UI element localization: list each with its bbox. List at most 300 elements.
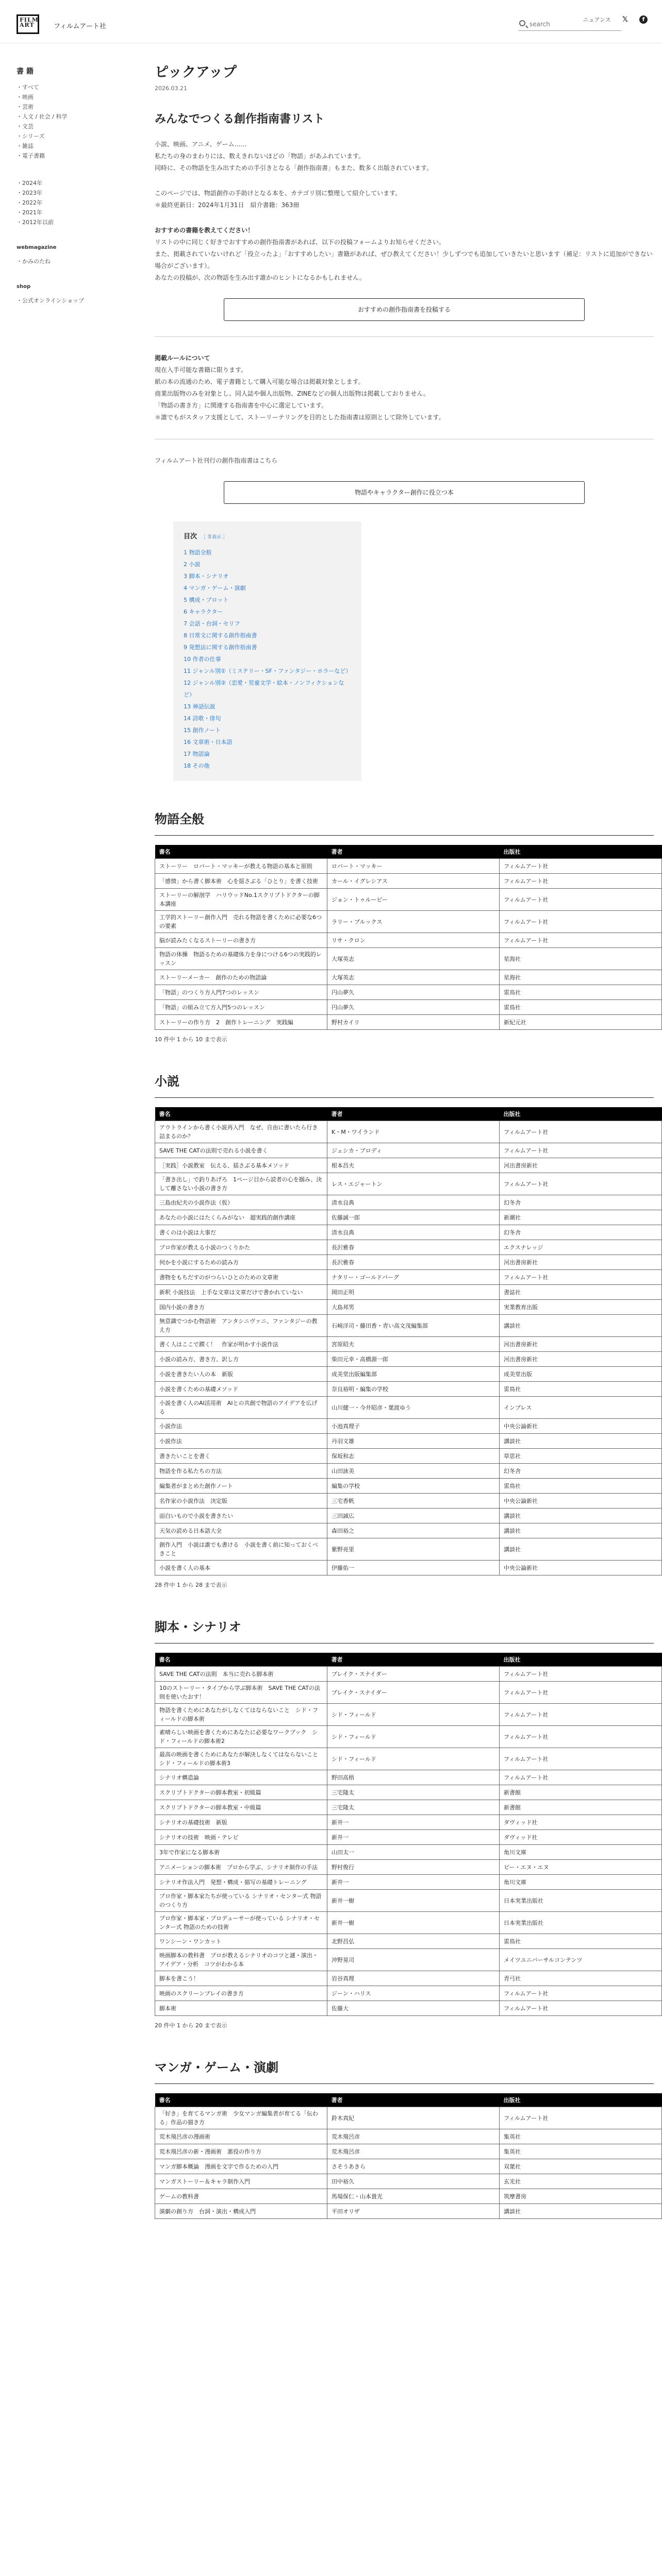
publisher-cell: 星海社 xyxy=(500,970,662,985)
related-link-text: フィルムアート社刊行の創作指南書はこちら xyxy=(155,457,278,464)
publisher-cell: 角川文庫 xyxy=(500,1845,662,1860)
column-header[interactable]: 著者 xyxy=(327,2093,500,2107)
intro-line: このページでは、物語創作の手助けとなる本を、カテゴリ別に整理して紹介しています。 xyxy=(155,190,402,197)
publisher-cell: フィルムアート社 xyxy=(500,1704,662,1726)
table-row xyxy=(155,985,662,1000)
books-heading: 書 籍 xyxy=(16,67,34,76)
author-cell: 石崎洋司・藤田香・青い高文茂編集部 xyxy=(327,1315,500,1337)
table-row xyxy=(155,1352,662,1367)
book-title-cell: 名作家の小説作法 決定版 xyxy=(155,1494,327,1509)
toc-item[interactable]: 4 マンガ・ゲーム・演劇 xyxy=(184,585,246,591)
table-row xyxy=(155,1785,662,1800)
publisher-cell: エクスナレッジ xyxy=(500,1240,662,1255)
author-cell: 佐藤誠一郎 xyxy=(327,1210,500,1225)
publisher-cell: フィルムアート社 xyxy=(500,874,662,889)
table-row xyxy=(155,1986,662,2001)
publisher-cell: フィルムアート社 xyxy=(500,1682,662,1704)
column-header[interactable]: 出版社 xyxy=(500,1107,662,1121)
book-title-cell: 10のストーリー・タイプから学ぶ脚本術 SAVE THE CATの法則を使いたおす！ xyxy=(155,1682,327,1704)
table-header-row xyxy=(155,845,662,859)
table-row xyxy=(155,874,662,889)
main-content xyxy=(155,15,662,2219)
toc-item[interactable]: 1 物語全般 xyxy=(184,549,212,556)
column-header[interactable]: 著者 xyxy=(327,845,500,859)
category-item[interactable]: ・すべて xyxy=(16,84,39,91)
table-row xyxy=(155,1845,662,1860)
recommend-submit-button[interactable]: おすすめの創作指南書を投稿する xyxy=(224,298,585,321)
author-cell: 佐藤大 xyxy=(327,2001,500,2016)
update-info: ＊最終更新日：2024年1月31日 紹介書籍：363冊 xyxy=(155,201,300,209)
related-books-button[interactable]: 物語やキャラクター創作に役立つ本 xyxy=(224,481,585,504)
publisher-cell: 新書館 xyxy=(500,1785,662,1800)
table-row xyxy=(155,1158,662,1173)
book-title-cell: SAVE THE CATの法則 本当に売れる脚本術 xyxy=(155,1667,327,1682)
table-row xyxy=(155,1143,662,1158)
category-item[interactable]: ・シリーズ xyxy=(16,133,45,140)
table-row xyxy=(155,1195,662,1210)
book-title-cell: 書くのは小説は大事だ xyxy=(155,1225,327,1240)
publisher-cell: 講談社 xyxy=(500,1315,662,1337)
book-title-cell: 素晴らしい映画を書くためにあなたに必要なワークブック シド・フィールドの脚本術2 xyxy=(155,1726,327,1748)
table-row xyxy=(155,2174,662,2189)
toc-toggle[interactable]: ［ 非表示 ］ xyxy=(201,535,227,540)
section-title: ピックアップ xyxy=(155,64,237,80)
toc-item[interactable]: 2 小説 xyxy=(184,561,201,568)
toc-item[interactable]: 5 構成・プロット xyxy=(184,597,229,603)
book-title-cell: SAVE THE CATの法則で売れる小説を書く xyxy=(155,1143,327,1158)
table-row xyxy=(155,1934,662,1949)
category-item[interactable]: ・人文 / 社会 / 科学 xyxy=(16,113,68,120)
author-cell: 北野昌弘 xyxy=(327,1934,500,1949)
category-list xyxy=(16,82,99,161)
book-title-cell: 小説を書く人の基本 xyxy=(155,1561,327,1575)
book-title-cell: 小説を書くための基礎メソッド xyxy=(155,1382,327,1397)
nuance-link[interactable]: ニュアンス xyxy=(583,16,611,23)
publisher-cell: 新書館 xyxy=(500,1800,662,1815)
table-row xyxy=(155,1523,662,1538)
category-item[interactable]: ・映画 xyxy=(16,94,34,100)
site-header xyxy=(0,0,662,43)
author-cell: 新井一樹 xyxy=(327,1912,500,1934)
publisher-cell: 中央公論新社 xyxy=(500,1561,662,1575)
author-cell: ナタリー・ゴールドバーグ xyxy=(327,1270,500,1285)
author-cell: さそうあきら xyxy=(327,2159,500,2174)
book-title-cell: 国内小説の書き方 xyxy=(155,1300,327,1315)
author-cell: 長沢雅春 xyxy=(327,1255,500,1270)
webmagazine-heading: webmagazine xyxy=(16,245,57,250)
author-cell: 保坂和志 xyxy=(327,1449,500,1464)
book-title-cell: シナリオの基礎技術 新版 xyxy=(155,1815,327,1830)
author-cell: 伊藤佑一 xyxy=(327,1561,500,1575)
book-title-cell: ［実践］小説教室 伝える、揺さぶる基本メソッド xyxy=(155,1158,327,1173)
toc-item[interactable]: 14 詩歌・俳句 xyxy=(184,715,221,722)
publisher-cell: 河出書房新社 xyxy=(500,1158,662,1173)
year-list xyxy=(16,178,99,227)
publisher-cell: 河出書房新社 xyxy=(500,1352,662,1367)
toc-item[interactable]: 7 会話・台詞・セリフ xyxy=(184,620,240,627)
author-cell: 野田高梧 xyxy=(327,1770,500,1785)
rules-heading: 掲載ルールについて xyxy=(155,354,210,362)
publisher-cell: 雷鳥社 xyxy=(500,1382,662,1397)
toc-item[interactable]: 18 その他 xyxy=(184,762,210,769)
author-cell: 田中裕久 xyxy=(327,2174,500,2189)
publisher-cell: 雷鳥社 xyxy=(500,1479,662,1494)
book-title-cell: 荒木飛呂彦の漫画術 xyxy=(155,2129,327,2144)
table-of-contents xyxy=(173,521,361,781)
table-row xyxy=(155,1382,662,1397)
publisher-cell: 河出書房新社 xyxy=(500,1255,662,1270)
toc-item[interactable]: 17 物語論 xyxy=(184,751,210,757)
table-header-row xyxy=(155,1653,662,1667)
book-table xyxy=(155,2093,662,2219)
category-heading: 小説 xyxy=(155,1071,654,1098)
table-row xyxy=(155,1890,662,1912)
book-title-cell: マンガ脚本概論 漫画を文字で作るための入門 xyxy=(155,2159,327,2174)
table-row xyxy=(155,2159,662,2174)
book-title-cell: 脳が読みたくなるストーリーの書き方 xyxy=(155,933,327,948)
book-title-cell: 脚本を書こう！ xyxy=(155,1971,327,1986)
column-header[interactable]: 出版社 xyxy=(500,2093,662,2107)
author-cell: 三田誠広 xyxy=(327,1509,500,1523)
toc-item[interactable]: 12 ジャンル別②（恋愛・児童文学・絵本・ノンフィクションなど） xyxy=(184,680,344,698)
author-cell: 平田オリザ xyxy=(327,2204,500,2219)
book-title-cell: マンガストーリー＆キャラ制作入門 xyxy=(155,2174,327,2189)
publisher-cell: 雷鳥社 xyxy=(500,1934,662,1949)
intro-line: 私たちの身のまわりには、数えきれないほどの「物語」があふれています。 xyxy=(155,152,365,160)
book-title-cell: 新釈 小説技法 上手な文章は文章だけで書かれていない xyxy=(155,1285,327,1300)
table-row xyxy=(155,1434,662,1449)
author-cell: 森田裕之 xyxy=(327,1523,500,1538)
book-title-cell: 荒木飛呂彦の新・漫画術 悪役の作り方 xyxy=(155,2144,327,2159)
x-icon[interactable]: 𝕏 xyxy=(622,15,628,24)
book-title-cell: 小説作法 xyxy=(155,1419,327,1434)
publisher-cell: 集英社 xyxy=(500,2144,662,2159)
book-title-cell: 書物をもちだすのがつらいひとのための文章術 xyxy=(155,1270,327,1285)
book-title-cell: あなたの小説にはたくらみがない 超実践的創作講座 xyxy=(155,1210,327,1225)
author-cell: 岩谷真理 xyxy=(327,1971,500,1986)
publisher-cell: 幻冬舎 xyxy=(500,1195,662,1210)
toc-item[interactable]: 8 日常文に関する創作指南書 xyxy=(184,632,257,639)
table-row xyxy=(155,1971,662,1986)
shop-list xyxy=(16,296,99,306)
table-row xyxy=(155,1770,662,1785)
category-heading: マンガ・ゲーム・演劇 xyxy=(155,2057,654,2084)
book-title-cell: 小説作法 xyxy=(155,1434,327,1449)
toc-item[interactable]: 6 キャラクター xyxy=(184,608,223,615)
book-title-cell: 工学的ストーリー創作入門 売れる物語を書くために必要な6つの要素 xyxy=(155,911,327,933)
book-title-cell: アウトラインから書く小説再入門 なぜ、自由に書いたら行き詰まるのか？ xyxy=(155,1121,327,1143)
table-row xyxy=(155,1270,662,1285)
table-row xyxy=(155,1419,662,1434)
book-title-cell: 演劇の創り方 台詞・演出・構成入門 xyxy=(155,2204,327,2219)
column-header[interactable]: 著者 xyxy=(327,1107,500,1121)
category-heading: 脚本・シナリオ xyxy=(155,1617,654,1643)
recommend-line: リストの中に同じく好きでおすすめの創作指南書があれば、以下の投稿フォームよりお知らせください。 xyxy=(155,239,445,246)
publisher-cell: フィルムアート社 xyxy=(500,933,662,948)
table-row xyxy=(155,2144,662,2159)
publisher-cell: 雷鳥社 xyxy=(500,985,662,1000)
site-logo[interactable]: FILM ART xyxy=(16,14,39,34)
book-title-cell: スクリプトドクターの脚本教室・初級篇 xyxy=(155,1785,327,1800)
table-count: 20 件中 1 から 20 まで表示 xyxy=(155,2022,227,2029)
publisher-cell: インプレス xyxy=(500,1397,662,1419)
book-table xyxy=(155,1107,662,1575)
publisher-cell: 集英社 xyxy=(500,2129,662,2144)
table-header-row xyxy=(155,1107,662,1121)
divider xyxy=(155,336,654,337)
publisher-cell: 新潮社 xyxy=(500,1210,662,1225)
shop-item[interactable]: ・公式オンラインショップ xyxy=(16,297,85,304)
article-title: みんなでつくる創作指南書リスト xyxy=(155,113,325,126)
table-count: 10 件中 1 から 10 まで表示 xyxy=(155,1036,227,1043)
table-row xyxy=(155,2107,662,2129)
publisher-cell: フィルムアート社 xyxy=(500,1121,662,1143)
table-row xyxy=(155,933,662,948)
book-title-cell: シナリオの技術 映画・テレビ xyxy=(155,1830,327,1845)
author-cell: 鈴木真紀 xyxy=(327,2107,500,2129)
book-title-cell: 「書き出し」で釣りあげろ 1ページ目から読者の心を掴み、決して離さない小説の書き方 xyxy=(155,1173,327,1195)
book-title-cell: ゲームの教科書 xyxy=(155,2189,327,2204)
table-row xyxy=(155,1449,662,1464)
publisher-cell: ダヴィッド社 xyxy=(500,1815,662,1830)
table-row xyxy=(155,1830,662,1845)
book-title-cell: 物語を作る私たちの方法 xyxy=(155,1464,327,1479)
book-table xyxy=(155,845,662,1030)
toc-item[interactable]: 9 発想法に関する創作指南書 xyxy=(184,644,257,651)
publisher-cell: 幻冬舎 xyxy=(500,1225,662,1240)
author-cell: 荒木飛呂彦 xyxy=(327,2144,500,2159)
publisher-cell: フィルムアート社 xyxy=(500,1270,662,1285)
toc-item[interactable]: 10 作者の仕事 xyxy=(184,656,221,663)
book-title-cell: 「好き」を育てるマンガ術 少女マンガ編集者が育てる「伝わる」作品の描き方 xyxy=(155,2107,327,2129)
book-title-cell: 小説の読み方、書き方、訳し方 xyxy=(155,1352,327,1367)
book-title-cell: 天気の読める日本語大全 xyxy=(155,1523,327,1538)
table-row xyxy=(155,1315,662,1337)
publisher-cell: フィルムアート社 xyxy=(500,1143,662,1158)
column-header[interactable]: 書名 xyxy=(155,845,327,859)
author-cell: ロバート・マッキー xyxy=(327,859,500,874)
book-title-cell: 無意識でつかむ物語術 アンタシニヴァニ、ファンタジーの教え方 xyxy=(155,1315,327,1337)
book-title-cell: 映画脚本の教科書 プロが教えるシナリオのコツと謎・演出・アイデア・分析 コツがわかる本 xyxy=(155,1949,327,1971)
publisher-cell: 幻冬舎 xyxy=(500,1464,662,1479)
publisher-cell: 講談社 xyxy=(500,1434,662,1449)
author-cell: ジェシカ・ブロディ xyxy=(327,1143,500,1158)
book-title-cell: ストーリー ロバート・マッキーが教える物語の基本と原則 xyxy=(155,859,327,874)
author-cell: 奈良裕明・編集の学校 xyxy=(327,1382,500,1397)
table-row xyxy=(155,1815,662,1830)
toc-item[interactable]: 15 創作ノート xyxy=(184,727,221,734)
table-row xyxy=(155,1949,662,1971)
author-cell: 荒木飛呂彦 xyxy=(327,2129,500,2144)
toc-item[interactable]: 3 脚本・シナリオ xyxy=(184,573,229,580)
publisher-cell: 実業教育出版 xyxy=(500,1300,662,1315)
table-row xyxy=(155,1875,662,1890)
author-cell: ブレイク・スナイダー xyxy=(327,1667,500,1682)
author-cell: 野村俊行 xyxy=(327,1860,500,1875)
book-title-cell: ストーリーメーカー 創作のための物語論 xyxy=(155,970,327,985)
book-title-cell: 小説を書く人のAI活用術 AIとの共創で物語のアイデアを広げる xyxy=(155,1397,327,1419)
table-row xyxy=(155,1225,662,1240)
rules-line: 商業出版物のみを対象とし、同人誌や個人出版物、ZINEなどの個人出版物は掲載しておりません。 xyxy=(155,390,430,397)
author-cell: 山田詠美 xyxy=(327,1464,500,1479)
author-cell: 長沢雅春 xyxy=(327,1240,500,1255)
book-title-cell: プロ作家・脚本家・プロデューサーが使っている シナリオ・センター式 物語のための技術 xyxy=(155,1912,327,1934)
table-row xyxy=(155,889,662,911)
category-heading: 物語全般 xyxy=(155,809,654,836)
site-name[interactable]: フィルムアート社 xyxy=(54,23,107,30)
author-cell: 沖野晃司 xyxy=(327,1949,500,1971)
book-title-cell: 最高の映画を書くためにあなたが解決しなくてはならないこと シド・フィールドの脚本術3 xyxy=(155,1748,327,1770)
publisher-cell: 日本実業出版社 xyxy=(500,1890,662,1912)
author-cell: カール・イグレシアス xyxy=(327,874,500,889)
publisher-cell: メイツユニバーサルコンテンツ xyxy=(500,1949,662,1971)
table-row xyxy=(155,1121,662,1143)
book-title-cell: 「物語」のつくり方入門7つのレッスン xyxy=(155,985,327,1000)
table-row xyxy=(155,1912,662,1934)
author-cell: ラリー・ブルックス xyxy=(327,911,500,933)
publisher-cell: 日本実業出版社 xyxy=(500,1912,662,1934)
publisher-cell: フィルムアート社 xyxy=(500,1770,662,1785)
table-row xyxy=(155,1015,662,1030)
column-header[interactable]: 著者 xyxy=(327,1653,500,1667)
book-table xyxy=(155,1653,662,2016)
table-row xyxy=(155,1667,662,1682)
share-bar xyxy=(583,15,648,24)
toc-item[interactable]: 16 文章術・日本語 xyxy=(184,739,233,745)
author-cell: 編集の学校 xyxy=(327,1479,500,1494)
facebook-icon[interactable]: f xyxy=(639,15,648,24)
magazine-item[interactable]: ・かみのたね xyxy=(16,258,51,265)
publisher-cell: 講談社 xyxy=(500,1523,662,1538)
book-title-cell: 書く人はここで躓く！ 作家が明かす小説作法 xyxy=(155,1337,327,1352)
toc-item[interactable]: 13 神話伝説 xyxy=(184,703,216,710)
publisher-cell: フィルムアート社 xyxy=(500,2001,662,2016)
publisher-cell: 筑摩書房 xyxy=(500,2189,662,2204)
column-header[interactable]: 書名 xyxy=(155,1107,327,1121)
recommend-line: あなたの投稿が、次の物語を生み出す誰かのヒントになるかもしれません。 xyxy=(155,274,366,281)
publisher-cell: 雷鳥社 xyxy=(500,1000,662,1015)
intro-line: 小説、映画、アニメ、ゲーム…… xyxy=(155,141,247,148)
author-cell: 成美堂出版編集部 xyxy=(327,1367,500,1382)
author-cell: 三宅香帆 xyxy=(327,1494,500,1509)
rules-line: 「物語の書き方」に関連する指南書を中心に選定しています。 xyxy=(155,402,328,409)
table-row xyxy=(155,1255,662,1270)
book-title-cell: アニメーションの脚本術 プロから学ぶ、シナリオ制作の手法 xyxy=(155,1860,327,1875)
author-cell: 清水良典 xyxy=(327,1195,500,1210)
table-header-row xyxy=(155,2093,662,2107)
table-row xyxy=(155,1000,662,1015)
table-row xyxy=(155,1800,662,1815)
intro-line: 同時に、その物語を生み出すための手引きとなる「創作指南書」もまた、数多く出版されています。 xyxy=(155,164,433,172)
author-cell: 馬場保仁・山本貴光 xyxy=(327,2189,500,2204)
publisher-cell: 青弓社 xyxy=(500,1971,662,1986)
toc-list xyxy=(184,547,351,772)
author-cell: 野村カイリ xyxy=(327,1015,500,1030)
publisher-cell: フィルムアート社 xyxy=(500,1173,662,1195)
author-cell: 三宅隆太 xyxy=(327,1800,500,1815)
year-item[interactable]: ・2023年 xyxy=(16,190,42,196)
book-title-cell: スクリプトドクターの脚本教室・中級篇 xyxy=(155,1800,327,1815)
author-cell: 円山夢久 xyxy=(327,985,500,1000)
author-cell: 根本昌夫 xyxy=(327,1158,500,1173)
author-cell: 清水良典 xyxy=(327,1225,500,1240)
author-cell: リサ・クロン xyxy=(327,933,500,948)
author-cell: ジーン・ハリス xyxy=(327,1986,500,2001)
author-cell: 三宅隆太 xyxy=(327,1785,500,1800)
book-title-cell: ストーリーの作り方 2 創作トレーニング 実践編 xyxy=(155,1015,327,1030)
author-cell: ジョン・トゥルービー xyxy=(327,889,500,911)
category-item[interactable]: ・芸術 xyxy=(16,104,34,110)
column-header[interactable]: 書名 xyxy=(155,2093,327,2107)
year-item[interactable]: ・2022年 xyxy=(16,199,42,206)
publisher-cell: 玄光社 xyxy=(500,2174,662,2189)
author-cell: シド・フィールド xyxy=(327,1726,500,1748)
publisher-cell: フィルムアート社 xyxy=(500,1748,662,1770)
category-item[interactable]: ・雑誌 xyxy=(16,143,34,149)
category-item[interactable]: ・文芸 xyxy=(16,123,34,130)
book-title-cell: 創作入門 小説は誰でも書ける 小説を書く前に知っておくべきこと xyxy=(155,1538,327,1561)
rules-line: ＊誰でもがスタッフ支援として、ストーリーテリングを目的とした指南書は原則として除外しています。 xyxy=(155,414,445,421)
table-row xyxy=(155,1538,662,1561)
author-cell: 大塚英志 xyxy=(327,970,500,985)
table-row xyxy=(155,1300,662,1315)
author-cell: 紫野亮里 xyxy=(327,1538,500,1561)
book-title-cell: 小説を書きたい人の本 新版 xyxy=(155,1367,327,1382)
year-item[interactable]: ・2021年 xyxy=(16,209,42,216)
author-cell: 山田太一 xyxy=(327,1845,500,1860)
rules-line: 現在入手可能な書籍に限ります。 xyxy=(155,366,247,374)
year-item[interactable]: ・2012年以前 xyxy=(16,219,54,226)
publisher-cell: 書誌社 xyxy=(500,1285,662,1300)
book-title-cell: 脚本術 xyxy=(155,2001,327,2016)
publisher-cell: フィルムアート社 xyxy=(500,911,662,933)
publisher-cell: 河出書房新社 xyxy=(500,1337,662,1352)
toc-title-text: 目次 xyxy=(184,533,197,540)
table-row xyxy=(155,1285,662,1300)
table-row xyxy=(155,2129,662,2144)
shop-heading: shop xyxy=(16,284,31,290)
author-cell: 岡田正明 xyxy=(327,1285,500,1300)
author-cell: 新井一 xyxy=(327,1875,500,1890)
search-icon xyxy=(519,20,525,26)
author-cell: 大塚英志 xyxy=(327,948,500,970)
table-row xyxy=(155,1464,662,1479)
author-cell: K・M・ワイランド xyxy=(327,1121,500,1143)
table-row xyxy=(155,1494,662,1509)
publisher-cell: フィルムアート社 xyxy=(500,2107,662,2129)
table-row xyxy=(155,2189,662,2204)
author-cell: 新井一 xyxy=(327,1815,500,1830)
year-item[interactable]: ・2024年 xyxy=(16,180,42,187)
publisher-cell: 新紀元社 xyxy=(500,1015,662,1030)
column-header[interactable]: 書名 xyxy=(155,1653,327,1667)
column-header[interactable]: 出版社 xyxy=(500,845,662,859)
book-title-cell: 面白いもので小説を書きたい xyxy=(155,1509,327,1523)
author-cell: 丹羽文雄 xyxy=(327,1434,500,1449)
author-cell: 新井一 xyxy=(327,1830,500,1845)
author-cell: 円山夢久 xyxy=(327,1000,500,1015)
table-row xyxy=(155,2204,662,2219)
column-header[interactable]: 出版社 xyxy=(500,1653,662,1667)
table-row xyxy=(155,911,662,933)
toc-item[interactable]: 11 ジャンル別①（ミステリー・SF・ファンタジー・ホラーなど） xyxy=(184,668,352,674)
author-cell: シド・フィールド xyxy=(327,1704,500,1726)
book-title-cell: 何かを小説にするための読み方 xyxy=(155,1255,327,1270)
author-cell: レス・エジャートン xyxy=(327,1173,500,1195)
publisher-cell: ダヴィッド社 xyxy=(500,1830,662,1845)
publisher-cell: 草思社 xyxy=(500,1449,662,1464)
category-item[interactable]: ・電子書籍 xyxy=(16,152,45,159)
